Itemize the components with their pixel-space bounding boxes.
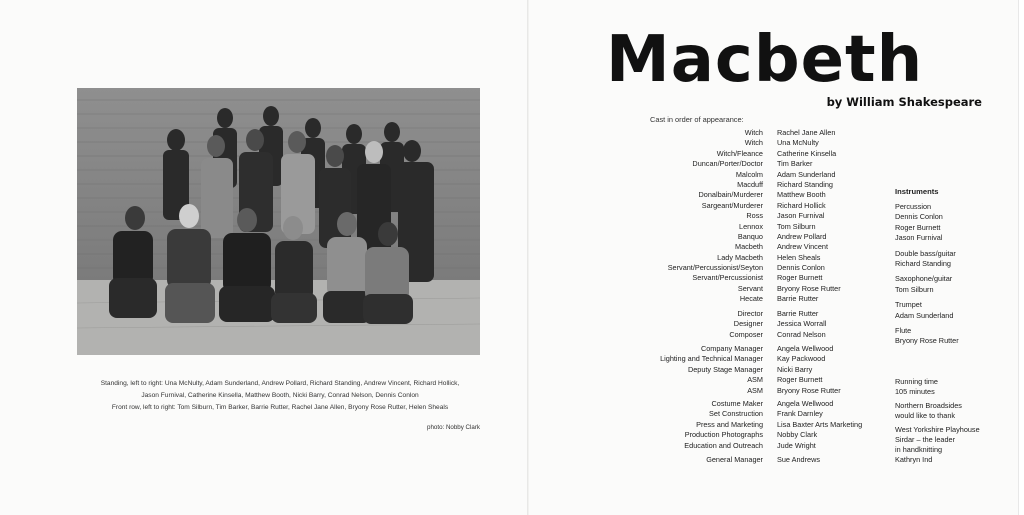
credit-row [620, 284, 880, 294]
credit-row [620, 149, 880, 159]
credit-row [620, 294, 880, 304]
note-line: 105 minutes [895, 387, 935, 396]
credit-role: Company Manager [700, 344, 763, 353]
note-line: Northern Broadsides [895, 401, 962, 410]
cast-heading: Cast in order of appearance: [650, 115, 744, 124]
credit-row [620, 170, 880, 180]
credit-name: Frank Darnley [777, 409, 823, 419]
credit-row [620, 128, 880, 138]
credit-role: Hecate [739, 294, 763, 304]
credit-role: Servant/Percussionist/Seyton [667, 263, 763, 273]
credit-role: Lighting and Technical Manager [660, 354, 763, 364]
credit-name: Angela Wellwood [777, 399, 834, 408]
credit-row [620, 138, 880, 148]
musician-name: Adam Sunderland [895, 310, 954, 320]
instrument-name: Saxophone/guitar [895, 274, 953, 284]
notes-section [895, 377, 1015, 469]
note-line: Kathryn Ind [895, 455, 933, 464]
credit-name: Kay Packwood [777, 354, 826, 364]
instruments-section [895, 187, 1015, 352]
musician-name: Richard Standing [895, 258, 951, 268]
credit-name: Nicki Barry [777, 364, 813, 374]
credit-role: Costume Maker [711, 399, 763, 408]
instrument-group [895, 202, 1015, 244]
credit-role: ASM [747, 385, 763, 395]
credit-name: Roger Burnett [777, 375, 823, 385]
credit-role: General Manager [706, 455, 763, 464]
credit-name: Barrie Rutter [777, 294, 819, 304]
credit-row [620, 386, 880, 396]
credit-name: Roger Burnett [777, 273, 823, 283]
caption-line: Front row, left to right: Tom Silburn, Tim Barker, Barrie Rutter, Rachel Jane Allen, Bryony Rose Rutter, Helen Sheals [111, 404, 449, 411]
note-line: Running time [895, 377, 938, 386]
credit-name: Bryony Rose Rutter [777, 283, 841, 293]
note-block [895, 425, 1015, 465]
credit-name: Tom Silburn [777, 221, 816, 231]
credit-row [620, 211, 880, 221]
credit-row [620, 222, 880, 232]
credit-role: Donalbain/Murderer [698, 190, 763, 200]
credit-row [620, 159, 880, 169]
credit-name: Una McNulty [777, 138, 819, 148]
credit-row [620, 420, 880, 430]
credit-row [620, 242, 880, 252]
credit-name: Jude Wright [777, 440, 816, 450]
credit-role: Director [737, 309, 763, 318]
credit-name: Jason Furnival [777, 211, 825, 221]
credit-role: Sargeant/Murderer [701, 200, 763, 210]
caption-line: Standing, left to right: Una McNulty, Adam Sunderland, Andrew Pollard, Richard Standing, Andrew Vincent, Richard Hollick, [100, 380, 460, 387]
credit-name: Conrad Nelson [777, 329, 826, 339]
credit-role: Witch [744, 128, 763, 137]
credit-row [620, 201, 880, 211]
creative-team-list [620, 309, 880, 340]
credit-role: Designer [733, 319, 763, 329]
credit-row [620, 253, 880, 263]
note-block [895, 401, 1015, 421]
credit-name: Matthew Booth [777, 190, 826, 200]
instrument-group [895, 326, 1015, 347]
page-fold [527, 0, 529, 515]
credit-name: Richard Hollick [777, 200, 826, 210]
credit-name: Jessica Worrall [777, 319, 827, 329]
credit-row [620, 399, 880, 409]
credit-name: Bryony Rose Rutter [777, 385, 841, 395]
instrument-group [895, 274, 1015, 295]
credit-name: Catherine Kinsella [777, 148, 837, 158]
page-edge [1018, 0, 1024, 515]
credit-row [620, 273, 880, 283]
credit-role: Servant [737, 283, 763, 293]
credit-row [620, 365, 880, 375]
credit-role: ASM [747, 375, 763, 385]
credit-role: Ross [746, 211, 763, 221]
cast-list [620, 128, 880, 305]
instrument-name: Flute [895, 325, 912, 335]
credit-name: Rachel Jane Allen [777, 128, 836, 137]
note-line: in handknitting [895, 445, 943, 454]
credit-role: Education and Outreach [684, 440, 763, 450]
credit-role: Witch [744, 138, 763, 148]
musician-name: Tom Silburn [895, 284, 934, 294]
credit-role: Set Construction [709, 409, 763, 419]
credit-role: Macbeth [735, 242, 763, 252]
credit-row [620, 190, 880, 200]
instrument-name: Trumpet [895, 300, 922, 310]
credit-role: Servant/Percussionist [692, 273, 763, 283]
credit-role: Deputy Stage Manager [687, 364, 763, 374]
note-line: would like to thank [895, 411, 956, 420]
credit-row [620, 309, 880, 319]
instrument-name: Double bass/guitar [895, 248, 956, 258]
credit-row [620, 375, 880, 385]
credit-name: Barrie Rutter [777, 309, 819, 318]
credit-role: Banquo [737, 231, 763, 241]
play-author: by William Shakespeare [826, 95, 982, 109]
credit-row [620, 263, 880, 273]
credit-role: Production Photographs [684, 430, 763, 440]
musician-name: Dennis Conlon [895, 212, 943, 222]
caption-line: Jason Furnival, Catherine Kinsella, Matthew Booth, Nicki Barry, Conrad Nelson, Dennis Conlon [141, 392, 419, 399]
credit-row [620, 180, 880, 190]
credit-name: Andrew Vincent [777, 242, 828, 252]
credit-name: Nobby Clark [777, 430, 818, 440]
credit-row [620, 430, 880, 440]
credit-name: Andrew Pollard [777, 231, 827, 241]
note-line: West Yorkshire Playhouse [895, 425, 980, 434]
production-credits-list [620, 399, 880, 451]
credit-role: Press and Marketing [696, 419, 763, 429]
cast-photo [77, 88, 480, 355]
credit-name: Dennis Conlon [777, 263, 825, 273]
musician-name: Jason Furnival [895, 233, 943, 243]
credit-row [620, 344, 880, 354]
general-manager-list [620, 455, 880, 465]
musician-name: Bryony Rose Rutter [895, 336, 959, 346]
credit-role: Witch/Fleance [716, 148, 763, 158]
credit-row [620, 319, 880, 329]
photo-credit: photo: Nobby Clark [427, 424, 480, 431]
note-line: Sirdar – the leader [895, 435, 956, 444]
management-list [620, 344, 880, 396]
credit-row [620, 354, 880, 364]
credit-name: Adam Sunderland [777, 169, 836, 179]
credit-role: Macduff [737, 179, 763, 189]
credit-row [620, 455, 880, 465]
credit-role: Malcolm [735, 169, 763, 179]
instrument-name: Percussion [895, 202, 932, 211]
credit-role: Lennox [739, 221, 763, 231]
credit-name: Angela Wellwood [777, 344, 834, 353]
credit-row [620, 441, 880, 451]
credit-row [620, 409, 880, 419]
credit-name: Helen Sheals [777, 252, 821, 262]
credit-name: Lisa Baxter Arts Marketing [777, 419, 863, 429]
credit-role: Duncan/Porter/Doctor [692, 159, 763, 169]
credit-name: Tim Barker [777, 159, 813, 169]
credit-name: Sue Andrews [777, 455, 820, 464]
credit-role: Lady Macbeth [717, 252, 763, 262]
credit-row [620, 330, 880, 340]
photo-caption [80, 378, 480, 414]
instrument-group [895, 300, 1015, 321]
credit-role: Composer [729, 329, 763, 339]
note-block [895, 377, 1015, 397]
musician-name: Roger Burnett [895, 222, 941, 232]
instrument-group [895, 249, 1015, 270]
instruments-heading: Instruments [895, 187, 939, 196]
credit-row [620, 232, 880, 242]
credit-name: Richard Standing [777, 179, 833, 189]
play-title: Macbeth [606, 23, 924, 97]
